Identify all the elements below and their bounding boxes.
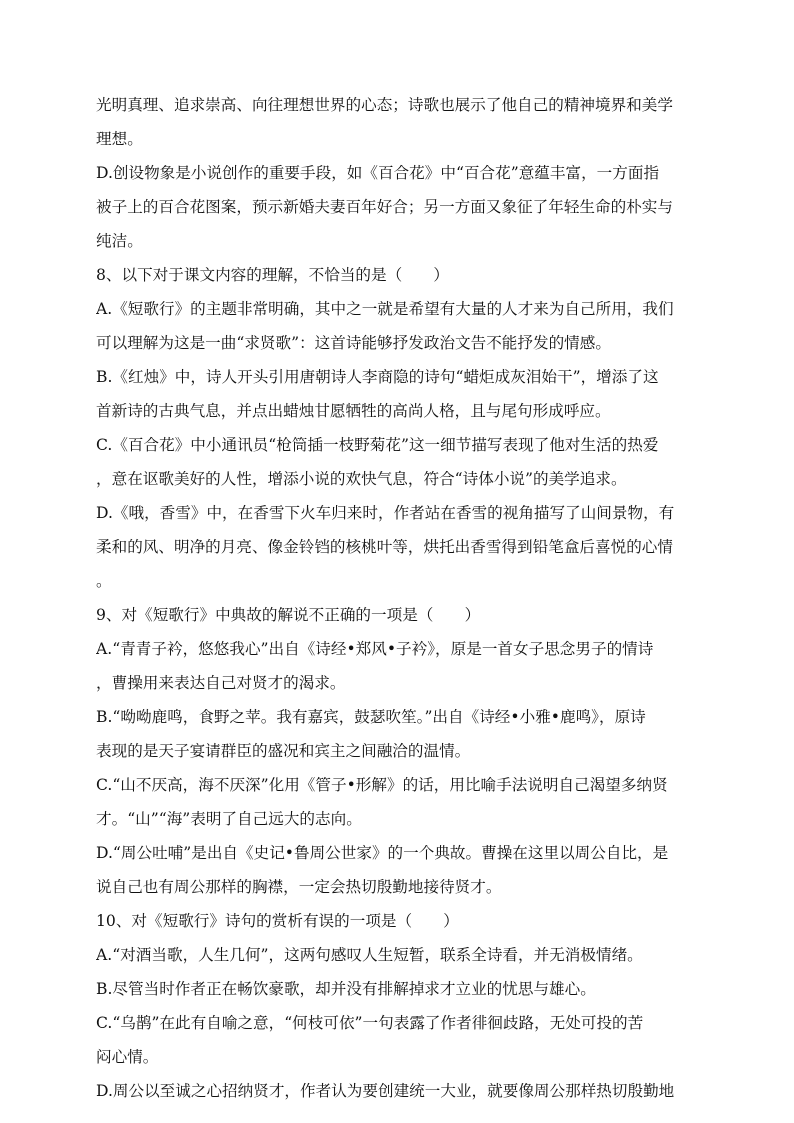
q8-option-d: D.《哦，香雪》中，在香雪下火车归来时，作者站在香雪的视角描写了山间景物，有 (96, 504, 675, 522)
text-line: 闷心情。 (96, 1048, 159, 1066)
text-line: ，意在讴歌美好的人性，增添小说的欢快气息，符合“诗体小说”的美学追求。 (96, 470, 627, 488)
q10-option-a: A.“对酒当歌，人生几何”，这两句感叹人生短暂，联系全诗看，并无消极情绪。 (96, 946, 643, 964)
text-line: 说自己也有周公那样的胸襟，一定会热切殷勤地接待贤才。 (96, 878, 502, 896)
text-line: 光明真理、追求崇高、向往理想世界的心态；诗歌也展示了他自己的精神境界和美学 (96, 96, 673, 114)
q9-option-c: C.“山不厌高，海不厌深”化用《管子•形解》的话，用比喻手法说明自己渴望多纳贤 (96, 776, 668, 794)
q8-option-a: A.《短歌行》的主题非常明确，其中之一就是希望有大量的人才来为自己所用，我们 (96, 300, 674, 318)
text-line: 被子上的百合花图案，预示新婚夫妻百年好合；另一方面又象征了年轻生命的朴实与 (96, 198, 673, 216)
text-line: 可以理解为这是一曲“求贤歌”：这首诗能够抒发政治文告不能抒发的情感。 (96, 334, 611, 352)
text-line: 理想。 (96, 130, 143, 148)
text-line: ，曹操用来表达自己对贤才的渴求。 (96, 674, 346, 692)
q9-option-d: D.“周公吐哺”是出自《史记•鲁周公世家》的一个典故。曹操在这里以周公自比，是 (96, 844, 669, 862)
question-8-title: 8、以下对于课文内容的理解，不恰当的是（ ） (96, 266, 449, 284)
q10-option-b: B.尽管当时作者正在畅饮豪歌，却并没有排解掉求才立业的忧思与雄心。 (96, 980, 596, 998)
q10-option-c: C.“乌鹊”在此有自喻之意，“何枝可依”一句表露了作者徘徊歧路，无处可投的苦 (96, 1014, 644, 1032)
q9-option-b: B.“呦呦鹿鸣，食野之苹。我有嘉宾，鼓瑟吹笙。”出自《诗经•小雅•鹿鸣》，原诗 (96, 708, 646, 726)
text-line: 纯洁。 (96, 232, 143, 250)
option-d-line: D.创设物象是小说创作的重要手段，如《百合花》中“百合花”意蕴丰富，一方面指 (96, 164, 660, 182)
question-9-title: 9、对《短歌行》中典故的解说不正确的一项是（ ） (96, 606, 481, 624)
q10-option-d: D.周公以至诚之心招纳贤才，作者认为要创建统一大业，就要像周公那样热切殷勤地 (96, 1082, 675, 1100)
text-line: 首新诗的古典气息，并点出蜡烛甘愿牺牲的高尚人格，且与尾句形成呼应。 (96, 402, 611, 420)
q8-option-c: C.《百合花》中小通讯员“枪筒插一枝野菊花”这一细节描写表现了他对生活的热爱 (96, 436, 659, 454)
text-line: 。 (96, 572, 112, 590)
page-content (96, 88, 700, 1108)
text-line: 才。“山”“海”表明了自己远大的志向。 (96, 810, 362, 828)
question-10-title: 10、对《短歌行》诗句的赏析有误的一项是（ ） (96, 912, 459, 930)
text-line: 柔和的风、明净的月亮、像金铃铛的核桃叶等，烘托出香雪得到铅笔盒后喜悦的心情 (96, 538, 673, 556)
text-line: 表现的是天子宴请群臣的盛况和宾主之间融洽的温情。 (96, 742, 471, 760)
q9-option-a: A.“青青子衿，悠悠我心”出自《诗经•郑风•子衿》，原是一首女子思念男子的情诗 (96, 640, 654, 658)
q8-option-b: B.《红烛》中，诗人开头引用唐朝诗人李商隐的诗句“蜡炬成灰泪始干”，增添了这 (96, 368, 659, 386)
